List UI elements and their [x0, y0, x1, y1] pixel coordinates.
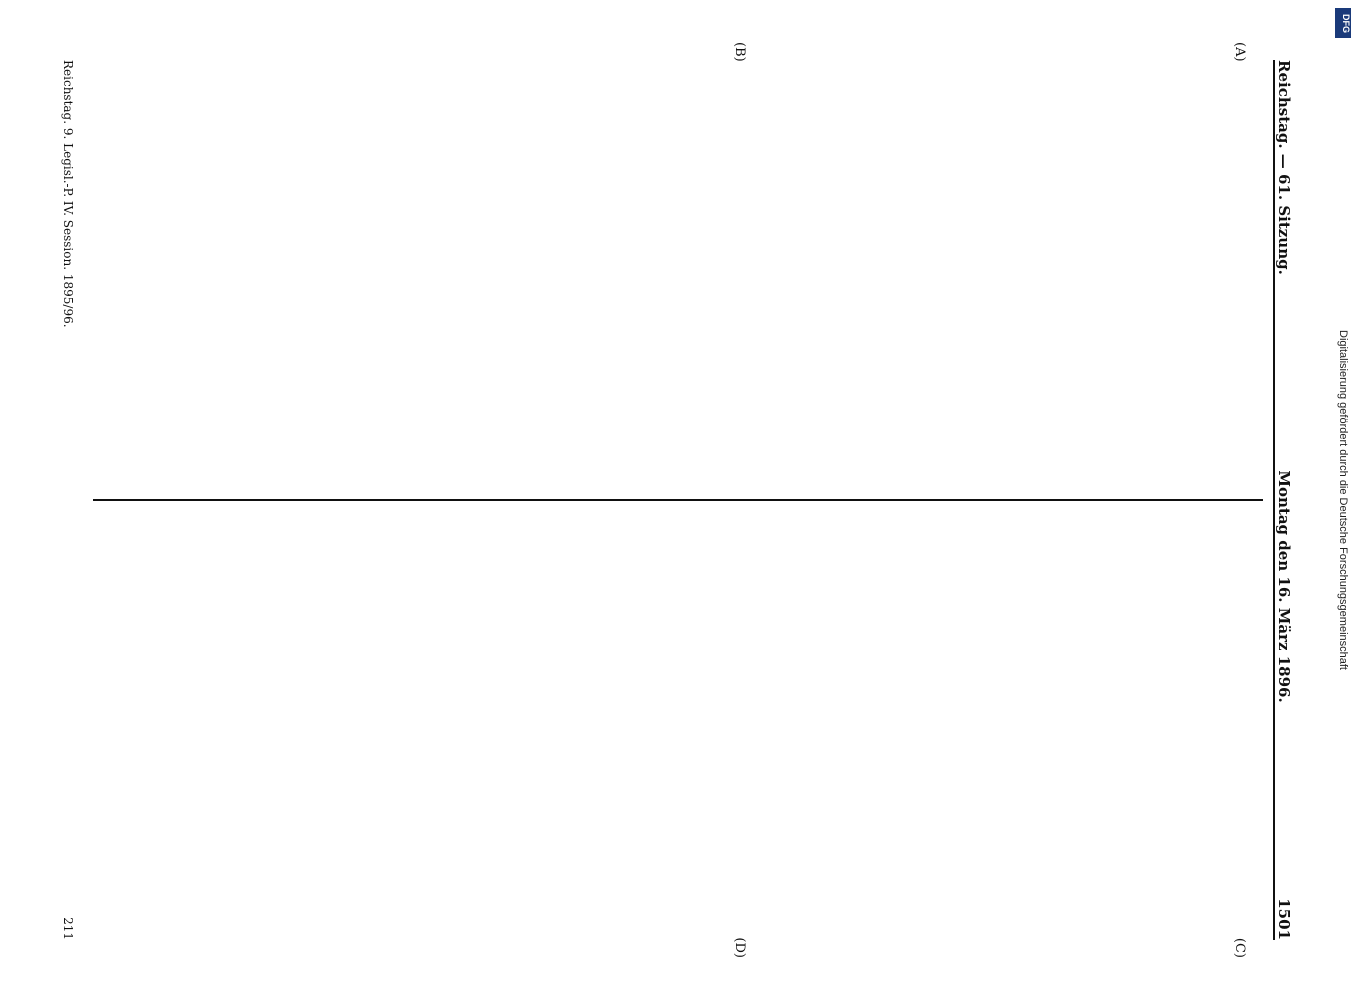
left-column	[93, 60, 1263, 490]
page-number: 1501	[1274, 898, 1293, 940]
printed-sheet	[47, 40, 1307, 960]
right-column	[93, 510, 1263, 940]
dfg-logo: DFG	[1335, 8, 1351, 38]
header-left: Reichstag. — 61. Sitzung.	[1274, 60, 1293, 275]
margin-letter-c: (C)	[1231, 937, 1247, 958]
page-footer	[55, 60, 75, 940]
margin-letter-a: (A)	[1231, 42, 1247, 62]
column-divider	[93, 499, 1263, 501]
dfg-credit: Digitalisierung gefördert durch die Deutsche Forschungsgemeinschaft	[1337, 330, 1349, 670]
margin-letter-d: (D)	[731, 937, 747, 958]
header-date: Montag den 16. März 1896.	[1274, 470, 1293, 703]
margin-letter-b: (B)	[731, 42, 747, 62]
footer-sheet-number: 211	[60, 917, 75, 940]
running-header	[1273, 60, 1301, 940]
footer-session: Reichstag. 9. Legisl.-P. IV. Session. 1895/96.	[60, 60, 75, 328]
digitization-strip	[1335, 8, 1351, 992]
